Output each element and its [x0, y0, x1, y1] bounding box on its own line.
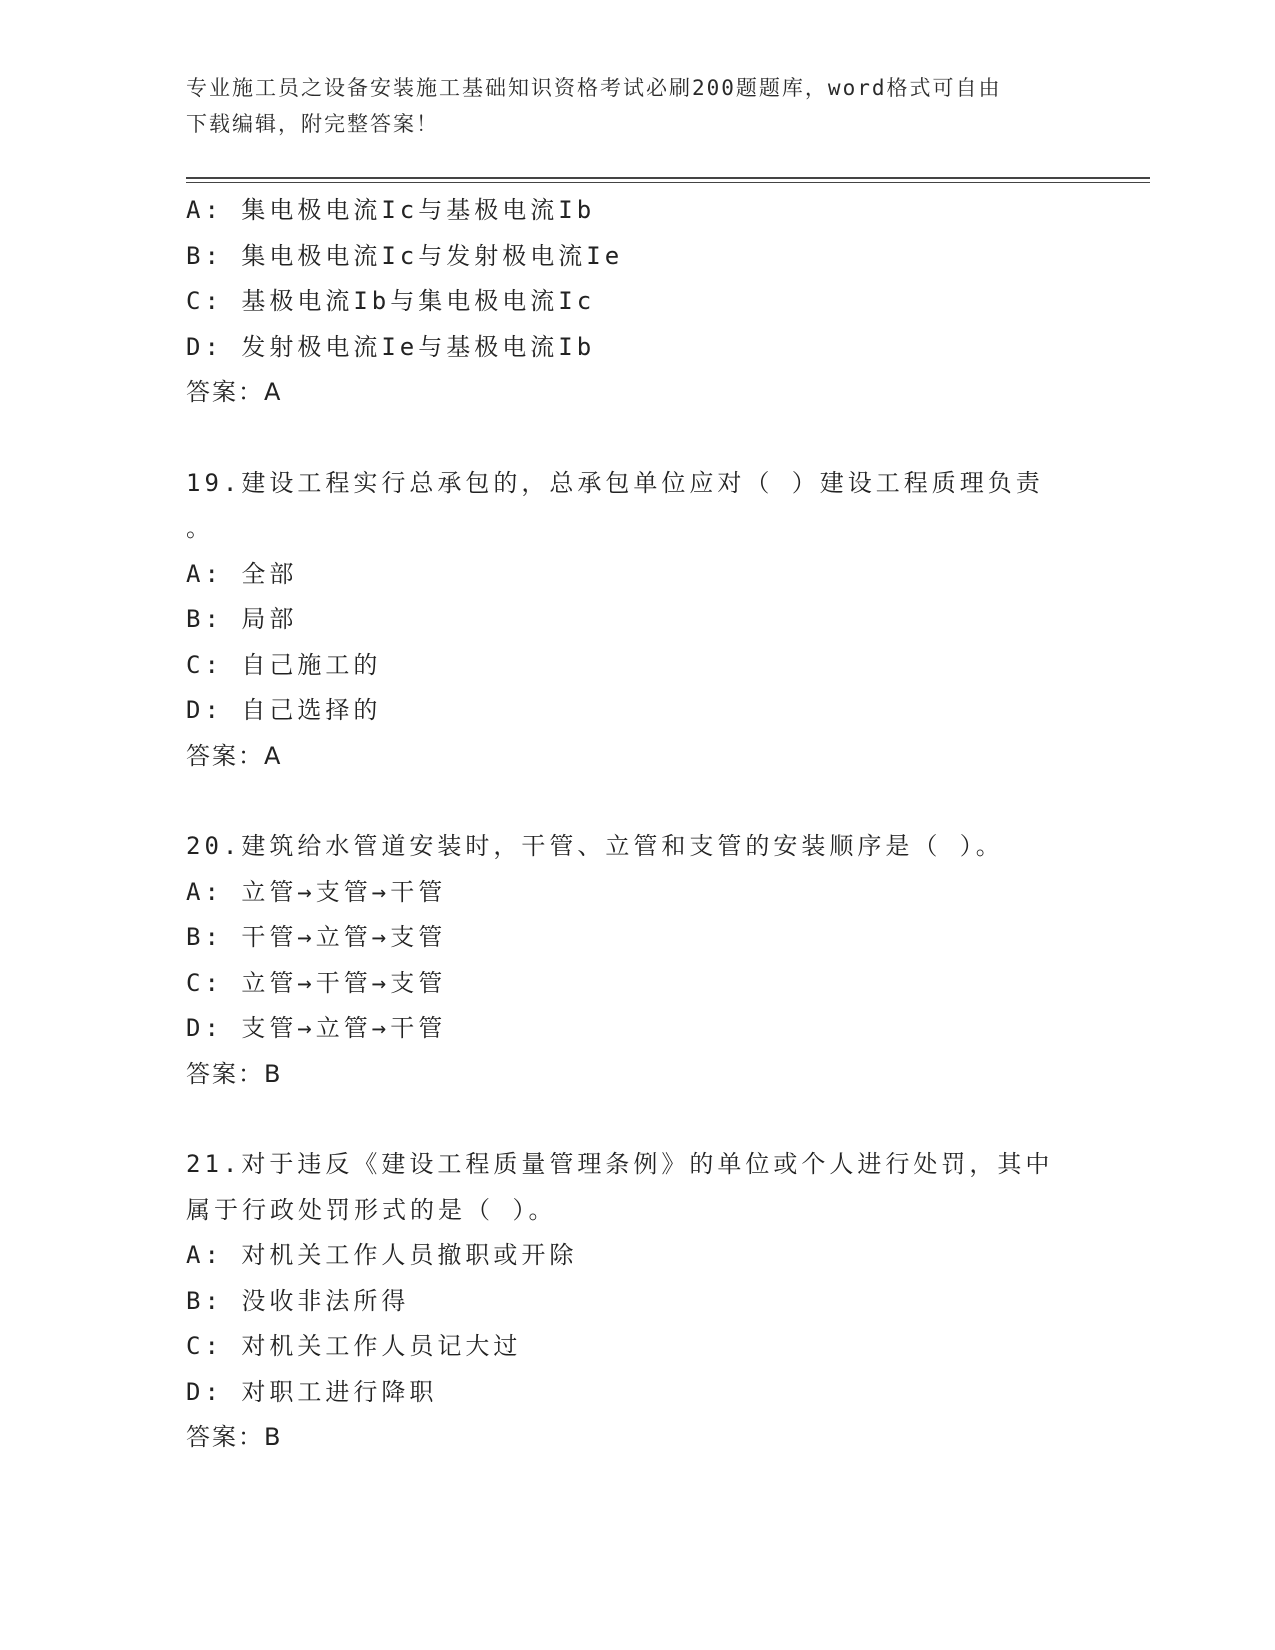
question-stem-line-1: 19.建设工程实行总承包的，总承包单位应对（ ）建设工程质理负责: [186, 468, 1044, 497]
option-d: D: 自己选择的: [186, 696, 382, 724]
page-header: [186, 70, 1066, 142]
question-19: [186, 461, 1086, 780]
answer: 答案：A: [186, 378, 283, 406]
question-stem-line-1: 20.建筑给水管道安装时，干管、立管和支管的安装顺序是（ ）。: [186, 832, 1004, 860]
option-a: A: 集电极电流Ic与基极电流Ib: [186, 196, 596, 224]
option-d: D: 发射极电流Ie与基极电流Ib: [186, 332, 596, 361]
question-stem-line-2: 属于行政处罚形式的是（ ）。: [186, 1195, 557, 1224]
spacer: [186, 1097, 1086, 1142]
answer: 答案：B: [186, 1423, 283, 1451]
question-stem-line-1: 21.对于违反《建设工程质量管理条例》的单位或个人进行处罚，其中: [186, 1150, 1054, 1178]
option-d: D: 支管→立管→干管: [186, 1014, 447, 1042]
option-b: B: 局部: [186, 605, 298, 633]
header-divider-thin: [186, 182, 1150, 183]
question-20: [186, 824, 1086, 1097]
option-c: C: 自己施工的: [186, 650, 382, 679]
spacer: [186, 779, 1086, 824]
option-c: C: 对机关工作人员记大过: [186, 1332, 522, 1360]
option-c: C: 基极电流Ib与集电极电流Ic: [186, 287, 596, 315]
question-18: [186, 188, 1086, 416]
header-divider: [186, 177, 1150, 179]
option-d: D: 对职工进行降职: [186, 1377, 438, 1406]
question-list: [186, 188, 1086, 1461]
option-c: C: 立管→干管→支管: [186, 968, 447, 997]
answer: 答案：B: [186, 1059, 283, 1088]
spacer: [186, 416, 1086, 461]
question-stem-line-2: 。: [186, 514, 214, 542]
answer: 答案：A: [186, 741, 283, 770]
option-a: A: 对机关工作人员撤职或开除: [186, 1241, 578, 1269]
option-b: B: 集电极电流Ic与发射极电流Ie: [186, 241, 624, 270]
header-line-1: 专业施工员之设备安装施工基础知识资格考试必刷200题题库，word格式可自由: [186, 76, 1002, 100]
question-21: [186, 1142, 1086, 1461]
option-a: A: 全部: [186, 559, 298, 588]
option-a: A: 立管→支管→干管: [186, 877, 447, 906]
option-b: B: 没收非法所得: [186, 1286, 410, 1315]
header-line-2: 下载编辑，附完整答案！: [186, 112, 439, 136]
option-b: B: 干管→立管→支管: [186, 923, 447, 951]
